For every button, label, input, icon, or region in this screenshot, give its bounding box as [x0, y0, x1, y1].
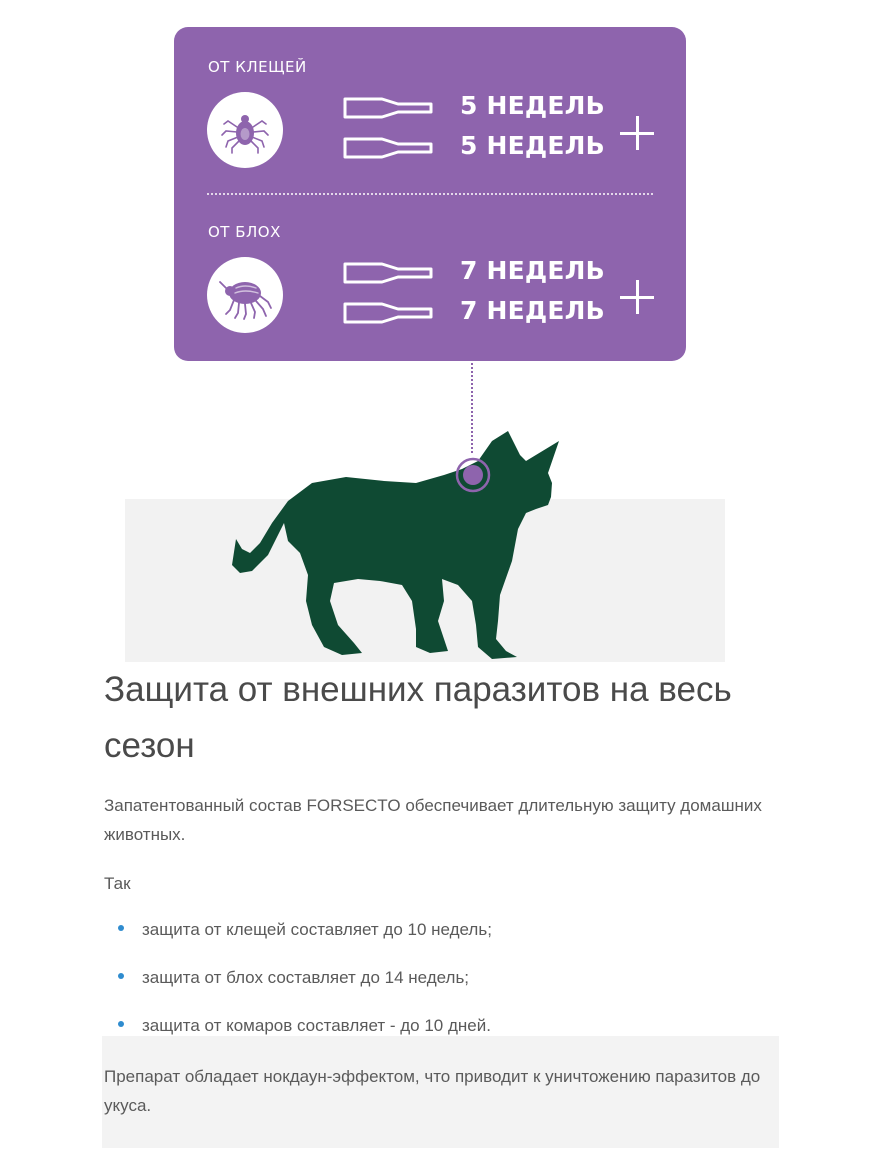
- lead-in-text: Так: [104, 874, 131, 893]
- intro-paragraph: Запатентованный состав FORSECTO обеспечивает длительную защиту домашних животных.: [104, 796, 762, 844]
- list-item: [118, 915, 492, 963]
- pipette-icon: [342, 135, 434, 161]
- plus-icon: [620, 116, 654, 150]
- fleas-duration-2: 7 НЕДЕЛЬ: [460, 296, 605, 325]
- ticks-section-label: ОТ КЛЕЩЕЙ: [208, 58, 307, 76]
- ticks-duration-1: 5 НЕДЕЛЬ: [460, 91, 605, 120]
- fleas-duration-1: 7 НЕДЕЛЬ: [460, 256, 605, 285]
- fleas-section-label: ОТ БЛОХ: [208, 223, 281, 241]
- cat-silhouette-icon: [230, 425, 570, 665]
- pipette-icon: [342, 95, 434, 121]
- list-item-text: защита от клещей составляет до 10 недель;: [142, 920, 492, 939]
- application-point-icon: [454, 456, 492, 494]
- flea-icon: [207, 257, 283, 333]
- list-item-text: защита от блох составляет до 14 недель;: [142, 968, 470, 987]
- bullet-icon: [118, 973, 124, 979]
- note-text: Препарат обладает нокдаун-эффектом, что приводит к уничтожению паразитов до укуса.: [104, 1067, 761, 1115]
- section-divider: [207, 193, 653, 195]
- pipette-icon: [342, 260, 434, 286]
- protection-card: [174, 27, 686, 361]
- tick-icon: [207, 92, 283, 168]
- list-item: [118, 963, 492, 1011]
- bullet-icon: [118, 1021, 124, 1027]
- pipette-icon: [342, 300, 434, 326]
- bullet-icon: [118, 925, 124, 931]
- ticks-duration-2: 5 НЕДЕЛЬ: [460, 131, 605, 160]
- plus-icon: [620, 280, 654, 314]
- note-callout: [102, 1036, 779, 1148]
- list-item-text: защита от комаров составляет - до 10 дней.: [142, 1016, 491, 1035]
- page-title: Защита от внешних паразитов на весь сезон: [104, 670, 732, 765]
